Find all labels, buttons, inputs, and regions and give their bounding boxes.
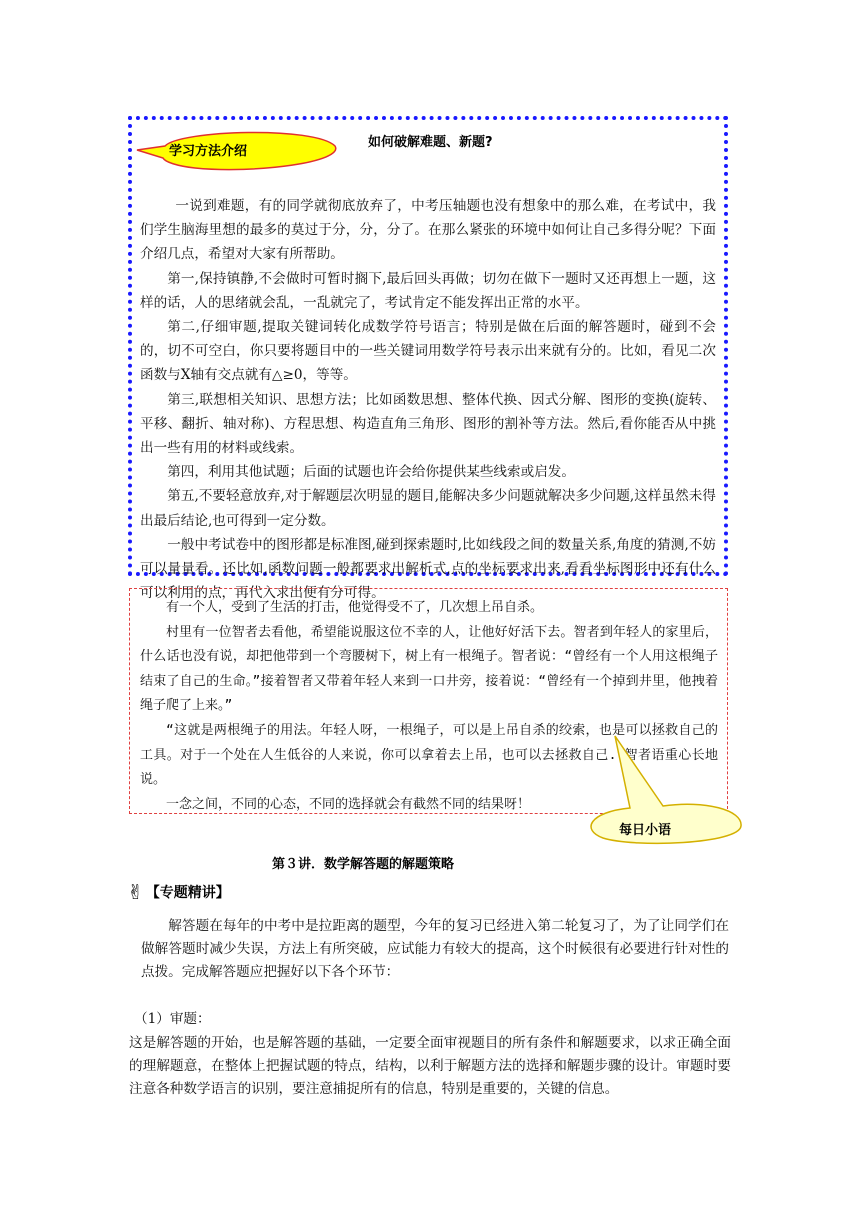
intro-paragraph: 解答题在每年的中考中是拉距离的题型，今年的复习已经进入第二轮复习了，为了让同学们在做解答题时减少失误，方法上有所突破，应试能力有较大的提高，这个时候很有必要进行针对性的点拨。完成解答题应把握好以下各个环节： (141, 918, 729, 980)
daily-paragraph: 有一个人，受到了生活的打击，他觉得受不了，几次想上吊自杀。 (166, 600, 544, 615)
step-paragraph: 这是解答题的开始，也是解答题的基础，一定要全面审视题目的所有条件和解题要求，以求正确全面的理解题意，在整体上把握试题的特点，结构，以利于解题方法的选择和解题步骤的设计。审题时要注意各种数学语言的识别，要注意捕捉所有的信息，特别是重要的，关键的信息。 (129, 1035, 731, 1098)
method-paragraph: 一说到难题，有的同学就彻底放弃了，中考压轴题也没有想象中的那么难，在考试中，我们学生脑海里想的最多的莫过于分，分，分了。在那么紧张的环境中如何让自己多得分呢？下面介绍几点，希望对大家有所帮助。 (140, 198, 716, 263)
victory-hand-icon: ✌ (127, 880, 144, 904)
lecture-title: 第３讲．数学解答题的解题策略 (272, 857, 455, 872)
method-tag-bubble (135, 128, 340, 172)
method-box-text (140, 194, 716, 605)
daily-tag-bubble (575, 734, 745, 846)
method-box-clip (132, 120, 724, 602)
method-paragraph: 一般中考试卷中的图形都是标准图,碰到探索题时,比如线段之间的数量关系,角度的猜测,不妨可以量量看。还比如,函数问题一般都要求出解析式,点的坐标要求出来,看看坐标图形中还有什么可以利用的点，再代入求出便有分可得。 (140, 536, 716, 602)
section-heading (127, 880, 230, 904)
section-heading-label: 【专题精讲】 (145, 885, 230, 901)
method-paragraph: 第二,仔细审题,提取关键词转化成数学符号语言；特别是做在后面的解答题时，碰到不会的，切不可空白，你只要将题目中的一些关键词用数学符号表示出来就有分的。比如，看见二次函数与X轴有交点就有△≥0，等等。 (140, 319, 716, 384)
daily-paragraph: 村里有一位智者去看他，希望能说服这位不幸的人，让他好好活下去。智者到年轻人的家里后，什么话也没有说，却把他带到一个弯腰树下，树上有一根绳子。智者说：“曾经有一个人用这根绳子结束了自己的生命。”接着智者又带着年轻人来到一口井旁，接着说：“曾经有一个掉到井里，他拽着绳子爬了上来。” (140, 624, 718, 714)
method-box-title: 如何破解难题、新题? (368, 135, 493, 150)
step-label: （1）审题： (134, 1011, 211, 1027)
daily-paragraph: “这就是两根绳子的用法。年轻人呀，一根绳子，可以是上吊自杀的绞索，也是可以拯救自己的工具。对于一个处在人生低谷的人来说，你可以拿着去上吊，也可以去拯救自己.”智者语重心长地说。 (140, 722, 718, 788)
daily-paragraph: 一念之间，不同的心态，不同的选择就会有截然不同的结果呀！ (166, 796, 531, 812)
method-paragraph: 第一,保持镇静,不会做时可暂时搁下,最后回头再做；切勿在做下一题时又还再想上一题，这样的话，人的思绪就会乱，一乱就完了，考试肯定不能发挥出正常的水平。 (140, 270, 716, 311)
method-tag-label: 学习方法介绍 (169, 144, 248, 159)
method-paragraph: 第三,联想相关知识、思想方法；比如函数思想、整体代换、因式分解、图形的变换(旋转、平移、翻折、轴对称)、方程思想、构造直角三角形、图形的割补等方法。然后,看你能否从中挑出一些有用的材料或线索。 (140, 391, 716, 457)
lecture-intro (141, 915, 729, 984)
step-text (129, 1032, 731, 1102)
method-paragraph: 第五,不要轻意放弃,对于解题层次明显的题目,能解决多少问题就解决多少问题,这样虽然未得出最后结论,也可得到一定分数。 (140, 488, 716, 529)
method-paragraph: 第四，利用其他试题；后面的试题也许会给你提供某些线索或启发。 (167, 464, 575, 481)
daily-tag-label: 每日小语 (619, 823, 672, 838)
